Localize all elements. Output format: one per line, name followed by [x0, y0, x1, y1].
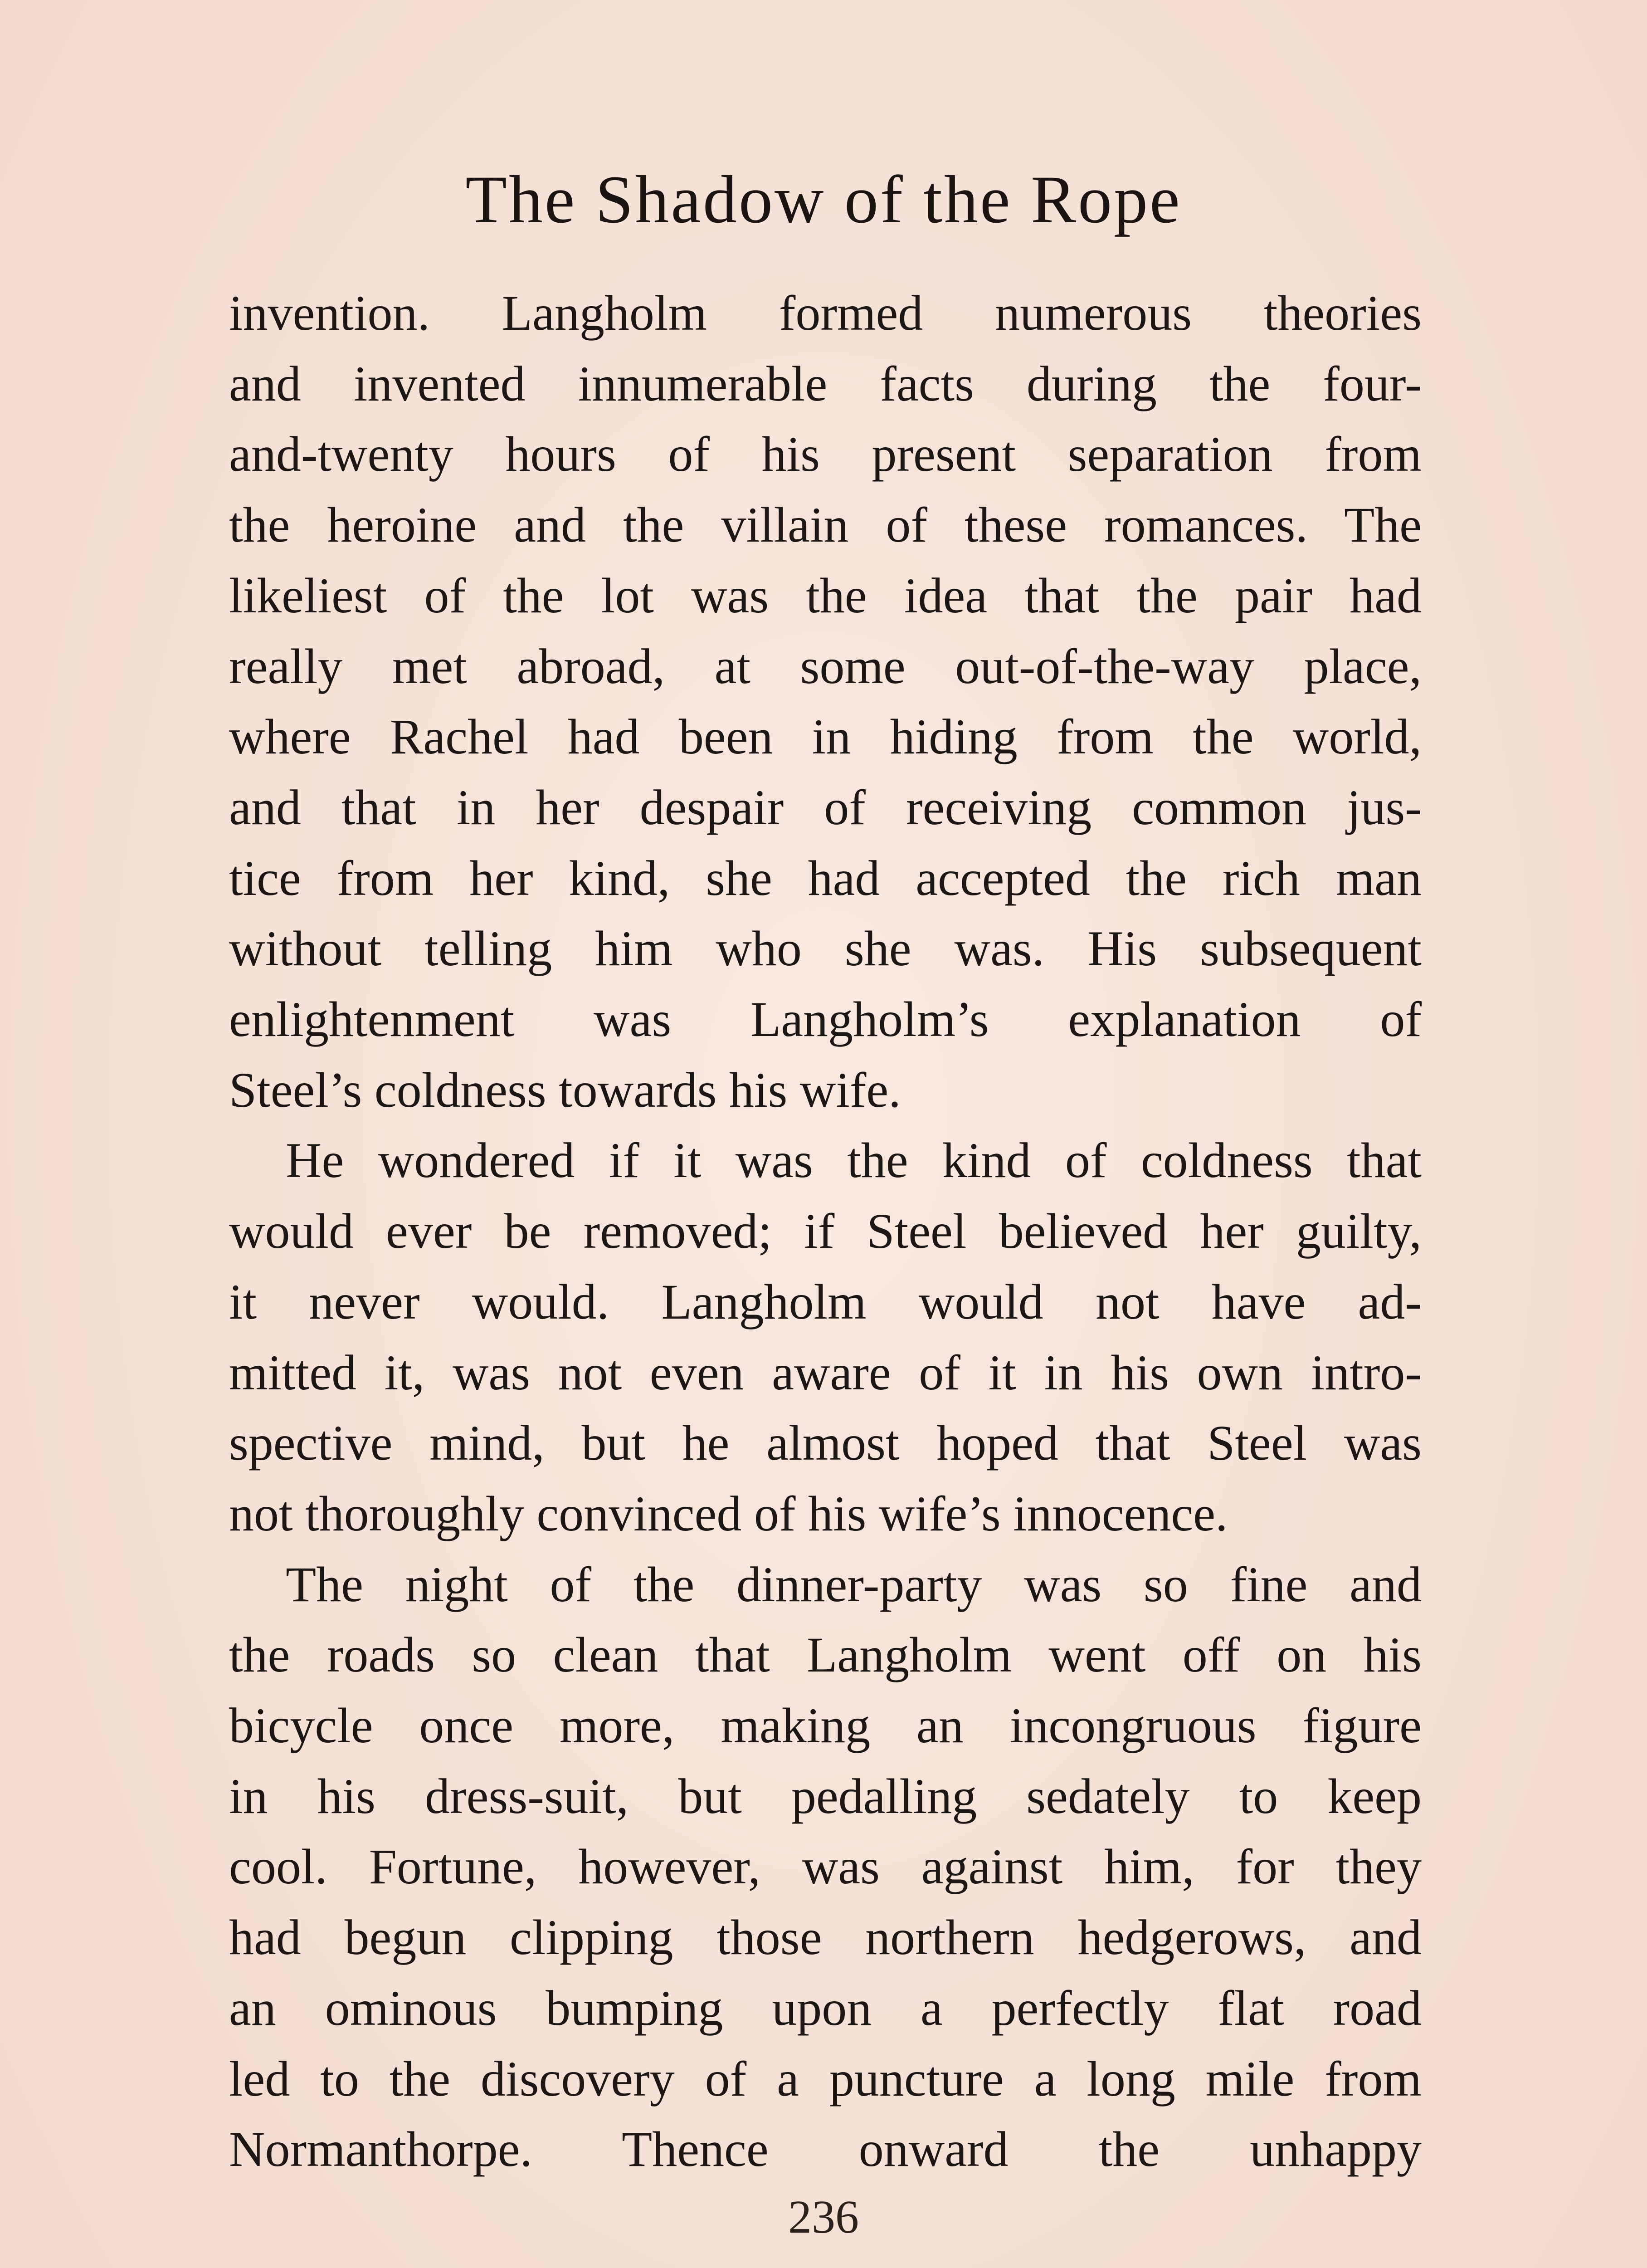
text-line: cool. Fortune, however, was against him, for they — [229, 1839, 1422, 1895]
text-line: The night of the dinner-party was so fine and — [286, 1556, 1422, 1612]
text-line: the roads so clean that Langholm went off on his — [229, 1627, 1422, 1683]
text-line: likeliest of the lot was the idea that the pair had — [229, 567, 1422, 623]
text-line: really met abroad, at some out-of-the-way place, — [229, 638, 1422, 694]
text-line: enlightenment was Langholm’s explanation of — [229, 992, 1422, 1047]
running-title: The Shadow of the Rope — [465, 162, 1182, 237]
text-line: not thoroughly convinced of his wife’s innocence. — [229, 1486, 1228, 1541]
text-line: had begun clipping those northern hedgerows, and — [229, 1910, 1422, 1965]
text-line: it never would. Langholm would not have ad- — [229, 1274, 1422, 1330]
page-number: 236 — [788, 2191, 859, 2243]
text-line: and-twenty hours of his present separation from — [229, 426, 1422, 482]
text-line: tice from her kind, she had accepted the rich man — [229, 850, 1422, 906]
text-line: and that in her despair of receiving common jus- — [229, 779, 1422, 835]
text-line: in his dress-suit, but pedalling sedately to keep — [229, 1768, 1422, 1824]
text-line: would ever be removed; if Steel believed her guilty, — [229, 1203, 1422, 1259]
text-line: invention. Langholm formed numerous theories — [229, 285, 1422, 341]
body-text — [229, 278, 1422, 2185]
text-line: Steel’s coldness towards his wife. — [229, 1062, 901, 1118]
text-line: led to the discovery of a puncture a long mile from — [229, 2051, 1422, 2107]
text-line: spective mind, but he almost hoped that Steel was — [229, 1415, 1422, 1471]
paragraph-1 — [229, 278, 1422, 1125]
text-line: where Rachel had been in hiding from the world, — [229, 709, 1422, 765]
text-line: He wondered if it was the kind of coldness that — [286, 1133, 1422, 1188]
text-line: the heroine and the villain of these romances. The — [229, 497, 1422, 553]
text-line: bicycle once more, making an incongruous figure — [229, 1698, 1422, 1754]
text-line: without telling him who she was. His subsequent — [229, 921, 1422, 977]
text-line: mitted it, was not even aware of it in his own intro- — [229, 1344, 1422, 1400]
paragraph-3 — [229, 1549, 1422, 2185]
text-line: Normanthorpe. Thence onward the unhappy — [229, 2121, 1422, 2177]
text-line: and invented innumerable facts during the four- — [229, 356, 1422, 411]
text-line: an ominous bumping upon a perfectly flat road — [229, 1980, 1422, 2036]
paragraph-2 — [229, 1125, 1422, 1549]
